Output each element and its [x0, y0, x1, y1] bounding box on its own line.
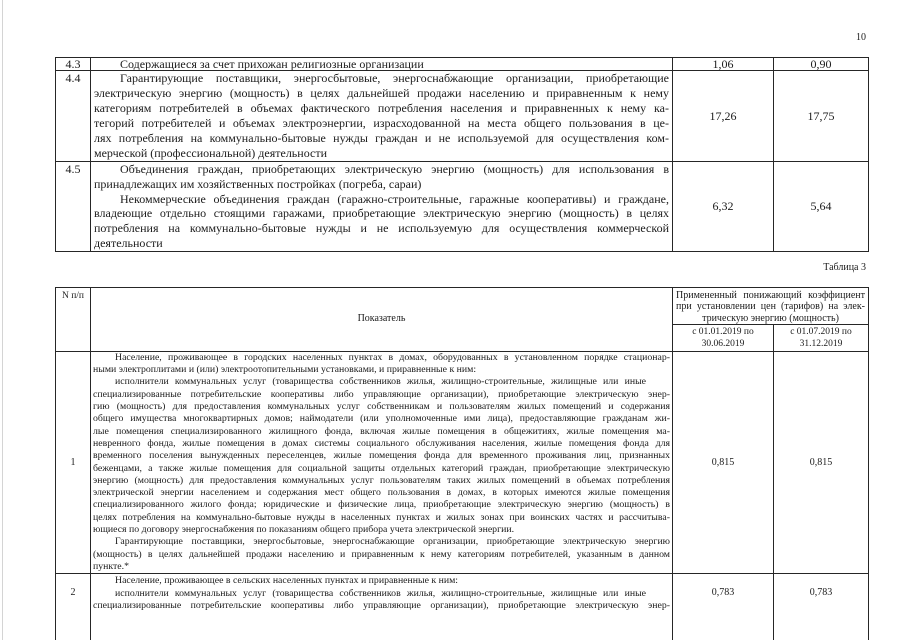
- continuation-table: [55, 57, 869, 252]
- row-number: 4.4: [56, 71, 91, 162]
- description-line: Гарантирующие поставщики, энергосбытовые, энергоснабжающие организации, приобретающие: [120, 71, 669, 85]
- table-row: [56, 351, 869, 573]
- value-period-2: 17,75: [774, 71, 869, 162]
- indicator-line: невренного фонда, жилые помещения в домах системы социального обслуживания населения, жилые помещения фонда для: [93, 437, 670, 449]
- indicator-line: Население, проживающее в сельских населенных пунктах и приравненные к ним:: [115, 575, 459, 587]
- description-line: Некоммерческие объединения граждан (гаражно-строительные, гаражные кооперативы) и граждане,: [120, 191, 669, 206]
- table-row: [56, 162, 869, 252]
- indicator-line: Гарантирующие поставщики, энергосбытовые, энергоснабжающие организации, приобретающие электрическую энергию: [115, 536, 670, 548]
- description-line: владеющие отдельно стоящими гаражами, приобретающие электрическую энергию (мощность) в целях: [94, 206, 669, 221]
- row-indicator: [91, 351, 673, 573]
- header-period-line: 30.06.2019: [701, 338, 745, 349]
- indicator-line: энергию (мощность) для предоставления коммунальных услуг пользователям таких жилых помещений в объемах потребления: [93, 474, 670, 486]
- header-period-2: [774, 324, 869, 351]
- indicator-line: специализированные потребительские кооперативы либо управляющие организации), приобретающие электрическую энер-: [93, 599, 670, 611]
- page-number: 10: [856, 32, 866, 43]
- header-period-line: 31.12.2019: [799, 338, 843, 349]
- table-caption: Таблица 3: [823, 262, 866, 273]
- value-period-1: 0,815: [673, 351, 774, 573]
- indicator-line: временного поселения вынужденных переселенцев, жилые помещения фонда для временного проживания лиц, признанных: [93, 450, 670, 462]
- description-line: деятельности: [94, 235, 163, 250]
- row-number: 2: [56, 574, 91, 640]
- indicator-line: общего имущества многоквартирных домов; наймодатели (или уполномоченные ими лица), предоставляющие гражданам жи-: [93, 413, 670, 425]
- header-period-1: [673, 324, 774, 351]
- value-period-2: 5,64: [774, 162, 869, 252]
- description-line: категориям потребителей в объемах фактического потребления населения и приравненных к нему ка-: [94, 101, 669, 115]
- indicator-line: беженцами, а также жилые помещения для социальной защиты отдельных категорий граждан, приобретающие электрическую: [93, 462, 670, 474]
- indicator-line: пункте.*: [93, 560, 129, 572]
- indicator-line: гию (мощность) для предоставления коммунальных услуг собственникам и пользователям жилых помещений и содержания: [93, 401, 670, 413]
- row-number: 4.3: [56, 58, 91, 71]
- description-line: электрическую энергию (мощность) в целях дальнейшей продажи населению и приравненным к нему: [94, 86, 669, 100]
- indicator-line: специализированного жилого фонда; юридические и физические лица, приобретающие электрическую энергию (мощность) в: [93, 499, 670, 511]
- header-period-line: с 01.01.2019 по: [692, 326, 754, 337]
- value-period-1: 17,26: [673, 71, 774, 162]
- row-indicator: [91, 574, 673, 640]
- value-period-2: 0,90: [774, 58, 869, 71]
- header-period-line: с 01.07.2019 по: [790, 326, 852, 337]
- header-coefficient-line: трическую энергию (мощность): [702, 312, 839, 324]
- row-description: [91, 58, 673, 71]
- description-line: тегорий потребителей и объемах электроэнергии, израсходованной на места общего пользования в це-: [94, 116, 669, 130]
- indicator-line: (мощность) в целях дальнейшей продажи населению и приравненным к нему категориям потребителей, указанным в данном: [93, 548, 670, 560]
- indicator-line: специализированные потребительские кооперативы либо управляющие организации), приобретающие электрическую энер-: [93, 388, 670, 400]
- value-period-2: 0,783: [774, 574, 869, 640]
- indicator-line: ющиеся по договору энергоснабжения по показаниям общего прибора учета электрической энергии.: [93, 524, 515, 536]
- table-3: [55, 287, 869, 640]
- table-row: [56, 574, 869, 640]
- indicator-line: электрической энергии населением и содержания мест общего пользования в домах, в которых имеются жилые помещения: [93, 487, 670, 499]
- header-coefficient-line: при установлении цен (тарифов) на элек-: [676, 301, 866, 313]
- description-line: Содержащиеся за счет прихожан религиозные организации: [120, 57, 424, 71]
- description-line: лях потребления на коммунально-бытовые нужды граждан и не используемой для осуществления ком-: [94, 131, 669, 145]
- value-period-1: 0,783: [673, 574, 774, 640]
- row-number: 1: [56, 351, 91, 573]
- value-period-2: 0,815: [774, 351, 869, 573]
- header-number: N п/п: [56, 288, 91, 352]
- row-description: [91, 162, 673, 252]
- indicator-line: исполнители коммунальных услуг (товарищества собственников жилья, жилищно-строительные, жилищные или иные: [115, 376, 646, 388]
- description-line: мерческой (профессиональной) деятельности: [94, 146, 327, 160]
- row-number: 4.5: [56, 162, 91, 252]
- header-coefficient-line: Примененный понижающий коэффициент: [676, 290, 866, 301]
- row-description: [91, 71, 673, 162]
- table-3-wrapper: [55, 287, 870, 640]
- indicator-line: лые помещения специализированного жилищного фонда, включая жилые помещения в общежитиях, жилые помещения ма-: [93, 425, 670, 437]
- table-row: [56, 71, 869, 162]
- header-indicator: Показатель: [91, 288, 673, 352]
- description-line: Объединения граждан, приобретающих электрическую энергию (мощность) для использования в: [120, 162, 669, 176]
- continuation-table-wrapper: [55, 57, 869, 252]
- table-row: [56, 58, 869, 71]
- description-line: потребления на коммунально-бытовые нужды и не используемую для осуществления коммерческой: [94, 221, 669, 236]
- value-period-1: 6,32: [673, 162, 774, 252]
- value-period-1: 1,06: [673, 58, 774, 71]
- indicator-line: ными электроплитами и (или) электроотопительными установками, и приравненные к ним:: [93, 364, 477, 376]
- header-coefficient: [673, 288, 869, 325]
- indicator-line: Население, проживающее в городских населенных пунктах в домах, оборудованных в установленном порядке стационар-: [115, 351, 670, 363]
- scan-edge-line: [2, 0, 3, 640]
- indicator-line: целях потребления на коммунально-бытовые нужды в населенных пунктах и жилых зонах при воинских частях и рассчитыва-: [93, 511, 670, 523]
- indicator-line: исполнители коммунальных услуг (товарищества собственников жилья, жилищно-строительные, жилищные или иные: [115, 587, 646, 599]
- description-line: принадлежащих им хозяйственных постройках (погреба, сараи): [94, 176, 422, 191]
- table-header-row: [56, 288, 869, 325]
